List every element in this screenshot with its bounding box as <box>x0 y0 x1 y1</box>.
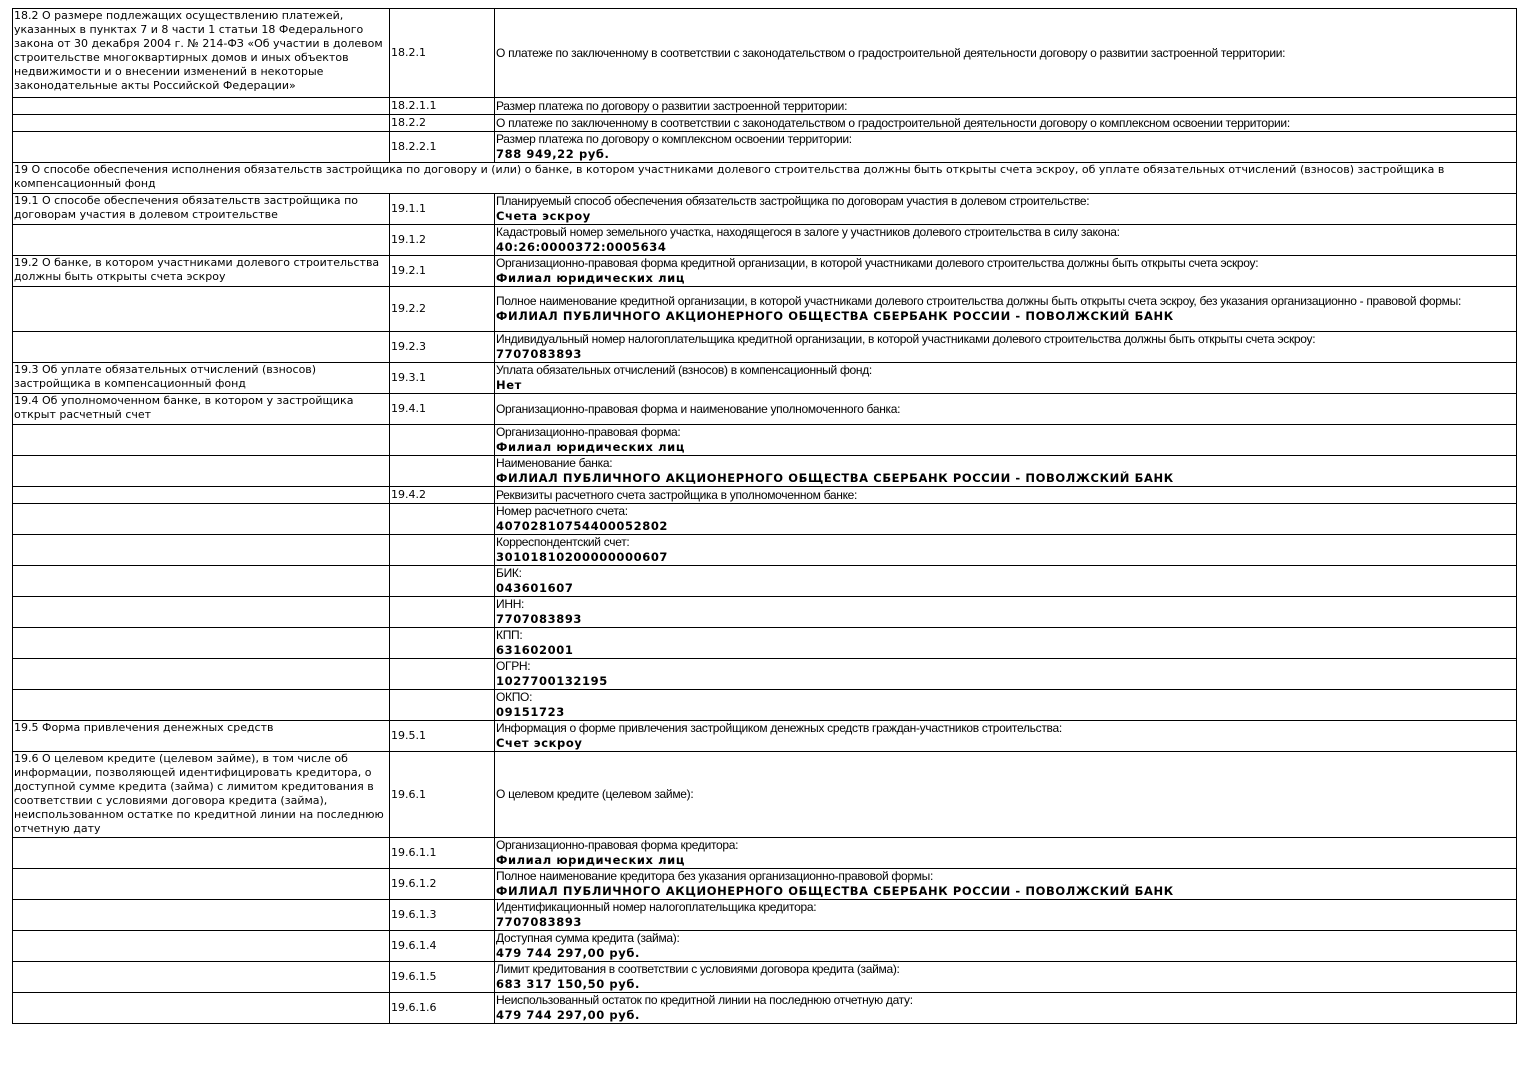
item-code: 19.6.1.4 <box>391 939 437 952</box>
item-code: 19.2.2 <box>391 302 426 315</box>
field-value: 7707083893 <box>496 612 583 626</box>
content-cell <box>495 597 1517 628</box>
code-cell <box>390 721 495 752</box>
project-declaration-table <box>12 8 1517 1024</box>
field-label: Организационно-правовая форма: <box>496 425 681 439</box>
field-value: 788 949,22 руб. <box>496 147 610 161</box>
section-title: 19.1 О способе обеспечения обязательств застройщика по договорам участия в долевом строительстве <box>14 194 359 221</box>
content-cell <box>495 535 1517 566</box>
field-label: Неиспользованный остаток по кредитной линии на последнюю отчетную дату: <box>496 993 913 1007</box>
field-label: КПП: <box>496 628 523 642</box>
code-cell <box>390 690 495 721</box>
field-label: Планируемый способ обеспечения обязательств застройщика по договорам участия в долевом строительстве: <box>496 194 1090 208</box>
section-cell <box>13 535 390 566</box>
table-row <box>13 659 1517 690</box>
content-cell <box>495 628 1517 659</box>
code-cell <box>390 900 495 931</box>
content-cell <box>495 9 1517 98</box>
field-label: Лимит кредитования в соответствии с условиями договора кредита (займа): <box>496 962 900 976</box>
code-cell <box>390 504 495 535</box>
section-cell <box>13 394 390 425</box>
code-cell <box>390 597 495 628</box>
section-cell <box>13 566 390 597</box>
item-code: 19.6.1.6 <box>391 1001 437 1014</box>
table-row <box>13 597 1517 628</box>
content-cell <box>495 900 1517 931</box>
field-label: О платеже по заключенному в соответствии с законодательством о градостроительной деятельности договору о комплексном освоении территории: <box>496 115 1290 130</box>
field-value: 7707083893 <box>496 915 583 929</box>
table-row <box>13 98 1517 115</box>
content-cell <box>495 256 1517 287</box>
field-value: 631602001 <box>496 643 574 657</box>
code-cell <box>390 752 495 838</box>
section-title: 19.3 Об уплате обязательных отчислений (взносов) застройщика в компенсационный фонд <box>14 363 317 390</box>
content-cell <box>495 931 1517 962</box>
field-value: 1027700132195 <box>496 674 608 688</box>
field-value: 40702810754400052802 <box>496 519 669 533</box>
table-row <box>13 752 1517 838</box>
section-cell <box>13 132 390 163</box>
code-cell <box>390 287 495 332</box>
field-label: О платеже по заключенному в соответствии с законодательством о градостроительной деятельности договору о развитии застроенной территории: <box>496 45 1286 60</box>
table-row <box>13 721 1517 752</box>
section-cell <box>13 332 390 363</box>
field-value: Филиал юридических лиц <box>496 440 685 454</box>
content-cell <box>495 194 1517 225</box>
section-cell <box>13 456 390 487</box>
section-cell <box>13 993 390 1024</box>
item-code: 18.2.2 <box>391 116 426 129</box>
item-code: 19.5.1 <box>391 729 426 742</box>
code-cell <box>390 332 495 363</box>
field-value: 683 317 150,50 руб. <box>496 977 640 991</box>
field-label: Идентификационный номер налогоплательщика кредитора: <box>496 900 817 914</box>
code-cell <box>390 487 495 504</box>
section-cell <box>13 900 390 931</box>
section-cell <box>13 287 390 332</box>
field-label: Размер платежа по договору о комплексном освоении территории: <box>496 132 852 146</box>
field-label: БИК: <box>496 566 522 580</box>
field-label: Доступная сумма кредита (займа): <box>496 931 680 945</box>
item-code: 18.2.2.1 <box>391 140 437 153</box>
code-cell <box>390 98 495 115</box>
content-cell <box>495 869 1517 900</box>
table-row <box>13 363 1517 394</box>
content-cell <box>495 752 1517 838</box>
field-value: Нет <box>496 378 522 392</box>
item-code: 19.6.1.2 <box>391 877 437 890</box>
content-cell <box>495 115 1517 132</box>
field-label: Уплата обязательных отчислений (взносов) в компенсационный фонд: <box>496 363 872 377</box>
section-cell <box>13 115 390 132</box>
content-cell <box>495 394 1517 425</box>
item-code: 19.6.1.3 <box>391 908 437 921</box>
table-row <box>13 869 1517 900</box>
item-code: 19.4.2 <box>391 488 426 501</box>
code-cell <box>390 225 495 256</box>
field-value: Филиал юридических лиц <box>496 271 685 285</box>
section-title: 19.5 Форма привлечения денежных средств <box>14 721 274 734</box>
content-cell <box>495 287 1517 332</box>
section-cell <box>13 659 390 690</box>
field-value: 043601607 <box>496 581 574 595</box>
field-label: Кадастровый номер земельного участка, находящегося в залоге у участников долевого строительства в силу закона: <box>496 225 1120 239</box>
item-code: 18.2.1.1 <box>391 99 437 112</box>
content-cell <box>495 363 1517 394</box>
field-label: Организационно-правовая форма и наименование уполномоченного банка: <box>496 401 901 416</box>
table-row <box>13 628 1517 659</box>
code-cell <box>390 962 495 993</box>
code-cell <box>390 659 495 690</box>
section-cell <box>13 9 390 98</box>
code-cell <box>390 869 495 900</box>
field-label: Организационно-правовая форма кредитной организации, в которой участниками долевого строительства должны быть открыты счета эскроу: <box>496 256 1259 270</box>
section-title: 18.2 О размере подлежащих осуществлению платежей, указанных в пунктах 7 и 8 части 1 статьи 18 Федерального закона от 30 декабря 2004 г. № 214-ФЗ «Об участии в долевом строительстве многоквартирных домов и иных объектов недвижимости и о внесении изменений в некоторые законодательные акты Российской Федерации» <box>14 9 383 92</box>
item-code: 18.2.1 <box>391 46 426 59</box>
table-row <box>13 838 1517 869</box>
field-label: Номер расчетного счета: <box>496 504 628 518</box>
content-cell <box>495 132 1517 163</box>
table-row <box>13 962 1517 993</box>
code-cell <box>390 931 495 962</box>
table-row <box>13 425 1517 456</box>
code-cell <box>390 363 495 394</box>
content-cell <box>495 98 1517 115</box>
code-cell <box>390 628 495 659</box>
table-row <box>13 9 1517 98</box>
content-cell <box>495 690 1517 721</box>
field-value: 479 744 297,00 руб. <box>496 946 640 960</box>
code-cell <box>390 566 495 597</box>
content-cell <box>495 993 1517 1024</box>
field-value: ФИЛИАЛ ПУБЛИЧНОГО АКЦИОНЕРНОГО ОБЩЕСТВА СБЕРБАНК РОССИИ - ПОВОЛЖСКИЙ БАНК <box>496 309 1174 323</box>
item-code: 19.6.1.5 <box>391 970 437 983</box>
field-value: 30101810200000000607 <box>496 550 669 564</box>
section-cell <box>13 690 390 721</box>
section-cell <box>13 838 390 869</box>
table-row <box>13 394 1517 425</box>
section-cell <box>13 931 390 962</box>
code-cell <box>390 256 495 287</box>
field-label: Организационно-правовая форма кредитора: <box>496 838 739 852</box>
table-row <box>13 332 1517 363</box>
table-row <box>13 194 1517 225</box>
code-cell <box>390 425 495 456</box>
content-cell <box>495 962 1517 993</box>
field-value: 40:26:0000372:0005634 <box>496 240 667 254</box>
field-label: Полное наименование кредитора без указания организационно-правовой формы: <box>496 869 934 883</box>
table-row <box>13 225 1517 256</box>
table-row <box>13 504 1517 535</box>
content-cell <box>495 566 1517 597</box>
section-cell <box>13 721 390 752</box>
item-code: 19.1.1 <box>391 202 426 215</box>
table-row <box>13 535 1517 566</box>
table-row <box>13 690 1517 721</box>
section-cell <box>13 504 390 535</box>
section-heading: 19 О способе обеспечения исполнения обязательств застройщика по договору и (или) о банке, в котором участниками долевого строительства должны быть открыты счета эскроу, об уплате обязательных отчислений (взносов) застройщика в компенсационный фонд <box>14 163 1445 190</box>
field-value: 09151723 <box>496 705 565 719</box>
section-cell <box>13 194 390 225</box>
item-code: 19.4.1 <box>391 402 426 415</box>
field-label: Размер платежа по договору о развитии застроенной территории: <box>496 98 848 113</box>
field-label: Корреспондентский счет: <box>496 535 630 549</box>
field-label: ИНН: <box>496 597 525 611</box>
item-code: 19.2.3 <box>391 340 426 353</box>
field-value: Счет эскроу <box>496 736 583 750</box>
code-cell <box>390 838 495 869</box>
field-label: Наименование банка: <box>496 456 613 470</box>
content-cell <box>495 487 1517 504</box>
code-cell <box>390 194 495 225</box>
content-cell <box>495 838 1517 869</box>
code-cell <box>390 115 495 132</box>
content-cell <box>495 332 1517 363</box>
section-cell <box>13 363 390 394</box>
section-title: 19.4 Об уполномоченном банке, в котором у застройщика открыт расчетный счет <box>14 394 354 421</box>
code-cell <box>390 535 495 566</box>
section-cell <box>13 752 390 838</box>
section-cell <box>13 869 390 900</box>
table-row <box>13 115 1517 132</box>
item-code: 19.2.1 <box>391 264 426 277</box>
content-cell <box>495 425 1517 456</box>
code-cell <box>390 993 495 1024</box>
table-body <box>13 9 1517 1024</box>
content-cell <box>495 456 1517 487</box>
field-value: ФИЛИАЛ ПУБЛИЧНОГО АКЦИОНЕРНОГО ОБЩЕСТВА СБЕРБАНК РОССИИ - ПОВОЛЖСКИЙ БАНК <box>496 471 1174 485</box>
field-value: Филиал юридических лиц <box>496 853 685 867</box>
table-row <box>13 900 1517 931</box>
section-cell <box>13 962 390 993</box>
section-cell <box>13 628 390 659</box>
field-label: Индивидуальный номер налогоплательщика кредитной организации, в которой участниками долевого строительства должны быть открыты счета эскроу: <box>496 332 1316 346</box>
code-cell <box>390 456 495 487</box>
item-code: 19.3.1 <box>391 371 426 384</box>
field-value: Счета эскроу <box>496 209 591 223</box>
field-label: Полное наименование кредитной организации, в которой участниками долевого строительства должны быть открыты счета эскроу, без указания организационно - правовой формы: <box>496 294 1461 308</box>
content-cell <box>495 721 1517 752</box>
field-value: 479 744 297,00 руб. <box>496 1008 640 1022</box>
section-cell <box>13 425 390 456</box>
table-row <box>13 566 1517 597</box>
section-title: 19.2 О банке, в котором участниками долевого строительства должны быть открыты счета эскроу <box>14 256 380 283</box>
item-code: 19.6.1.1 <box>391 846 437 859</box>
table-row <box>13 287 1517 332</box>
section-title: 19.6 О целевом кредите (целевом займе), в том числе об информации, позволяющей идентифицировать кредитора, о доступной сумме кредита (займа) с лимитом кредитования в соответствии с условиями договора кредита (займа), неиспользованном остатке по кредитной линии на последнюю отчетную дату <box>14 752 384 835</box>
field-label: О целевом кредите (целевом займе): <box>496 787 694 801</box>
content-cell <box>495 659 1517 690</box>
field-value: ФИЛИАЛ ПУБЛИЧНОГО АКЦИОНЕРНОГО ОБЩЕСТВА СБЕРБАНК РОССИИ - ПОВОЛЖСКИЙ БАНК <box>496 884 1174 898</box>
field-label: ОГРН: <box>496 659 531 673</box>
field-label: Реквизиты расчетного счета застройщика в уполномоченном банке: <box>496 487 858 502</box>
section-heading-cell <box>13 163 1517 194</box>
section-cell <box>13 256 390 287</box>
item-code: 19.6.1 <box>391 787 426 801</box>
item-code: 19.1.2 <box>391 233 426 246</box>
table-row <box>13 456 1517 487</box>
section-cell <box>13 487 390 504</box>
field-value: 7707083893 <box>496 347 583 361</box>
field-label: ОКПО: <box>496 690 533 704</box>
section-cell <box>13 597 390 628</box>
table-row <box>13 487 1517 504</box>
content-cell <box>495 225 1517 256</box>
table-row <box>13 993 1517 1024</box>
table-row <box>13 132 1517 163</box>
table-row <box>13 931 1517 962</box>
code-cell <box>390 9 495 98</box>
content-cell <box>495 504 1517 535</box>
table-row <box>13 256 1517 287</box>
section-cell <box>13 98 390 115</box>
code-cell <box>390 394 495 425</box>
section-cell <box>13 225 390 256</box>
field-label: Информация о форме привлечения застройщиком денежных средств граждан-участников строительства: <box>496 721 1062 735</box>
table-row <box>13 163 1517 194</box>
code-cell <box>390 132 495 163</box>
